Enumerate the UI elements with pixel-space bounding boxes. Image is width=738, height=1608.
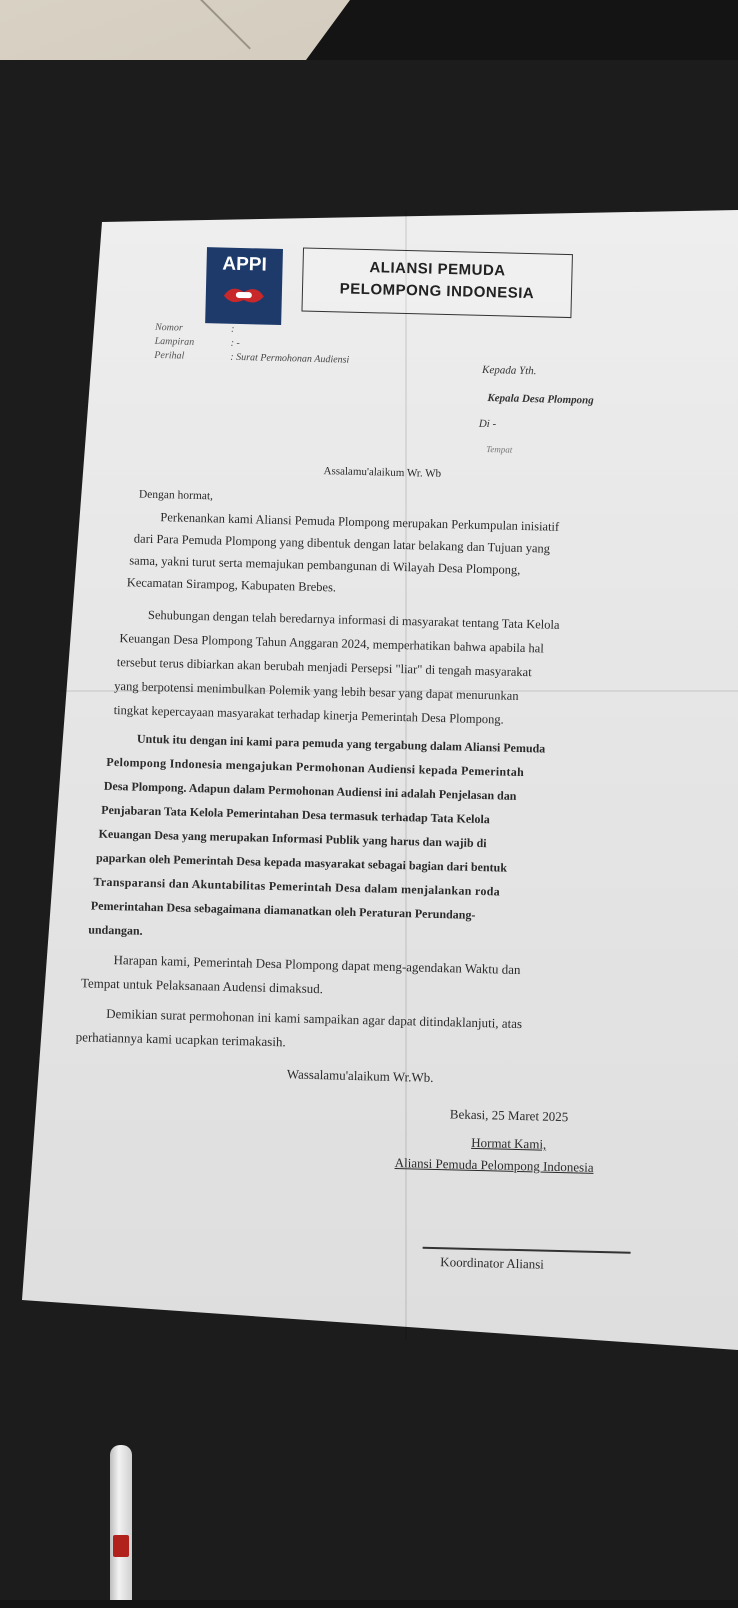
p1-line4: Kecamatan Sirampog, Kabupaten Brebes. — [126, 575, 337, 595]
address-di: Di - — [478, 417, 497, 431]
p3-line1: Untuk itu dengan ini kami para pemuda yang tergabung dalam Aliansi Pemuda — [136, 731, 546, 756]
nomor-label: Nomor — [154, 321, 183, 334]
handshake-icon — [222, 280, 267, 309]
signature-role: Koordinator Aliansi — [440, 1254, 545, 1272]
p4-line2: Tempat untuk Pelaksanaan Audensi dimaksud. — [80, 975, 324, 997]
p3-line4: Penjabaran Tata Kelola Pemerintahan Desa termasuk terhadap Tata Kelola — [101, 802, 490, 827]
signature-org: Aliansi Pemuda Pelompong Indonesia — [394, 1155, 594, 1175]
greeting: Assalamu'alaikum Wr. Wb — [323, 465, 442, 480]
p2-line3: tersebut terus dibiarkan akan berubah menjadi Persepsi "liar" di tengah masyarakat — [116, 655, 532, 680]
place-date: Bekasi, 25 Maret 2025 — [449, 1106, 569, 1125]
p4-line1: Harapan kami, Pemerintah Desa Plompong dapat meng-agendakan Waktu dan — [113, 952, 521, 978]
address-recipient: Kepala Desa Plompong — [487, 392, 594, 407]
org-name-line1: ALIANSI PEMUDA — [369, 259, 506, 280]
address-place: Tempat — [486, 444, 513, 455]
opening: Dengan hormat, — [138, 488, 214, 503]
p5-line2: perhatiannya kami ucapkan terimakasih. — [75, 1029, 286, 1050]
nomor-value: : — [230, 323, 235, 335]
p1-line3: sama, yakni turut serta memajukan pembangunan di Wilayah Desa Plompong, — [129, 553, 521, 577]
regards: Hormat Kami, — [471, 1134, 547, 1152]
p3-line2: Pelompong Indonesia mengajukan Permohonan Audiensi kepada Pemerintah — [106, 754, 525, 780]
organization-title-box — [301, 247, 572, 318]
p2-line1: Sehubungan dengan telah beredarnya informasi di masyarakat tentang Tata Kelola — [147, 607, 560, 632]
lampiran-value: : - — [230, 337, 240, 349]
address-to: Kepada Yth. — [481, 363, 537, 378]
lampiran-label: Lampiran — [154, 335, 195, 348]
appi-logo — [205, 247, 283, 325]
perihal-value: : Surat Permohonan Audiensi — [230, 351, 350, 366]
p3-line6: paparkan oleh Pemerintah Desa kepada masyarakat sebagai bagian dari bentuk — [95, 850, 508, 875]
p3-line3: Desa Plompong. Adapun dalam Permohonan Audiensi ini adalah Penjelasan dan — [103, 778, 517, 803]
p1-line1: Perkenankan kami Aliansi Pemuda Plompong merupakan Perkumpulan inisiatif — [160, 510, 560, 534]
p2-line4: yang berpotensi menimbulkan Polemik yang lebih besar yang dapat menurunkan — [114, 679, 519, 703]
logo-text: APPI — [222, 253, 268, 276]
p3-line9: undangan. — [88, 922, 143, 938]
p3-line7: Transparansi dan Akuntabilitas Pemerintah Desa dalam menjalankan roda — [93, 874, 501, 899]
org-name-line2: PELOMPONG INDONESIA — [339, 280, 535, 303]
perihal-label: Perihal — [154, 349, 185, 362]
pen-cap — [113, 1535, 129, 1557]
pen-object — [110, 1445, 132, 1600]
p3-line8: Pemerintahan Desa sebagaimana diamanatkan oleh Peraturan Perundang- — [90, 898, 476, 922]
p3-line5: Keuangan Desa yang merupakan Informasi Publik yang harus dan wajib di — [98, 826, 487, 851]
p2-line2: Keuangan Desa Plompong Tahun Anggaran 2024, memperhatikan bahwa apabila hal — [119, 631, 544, 656]
p1-line2: dari Para Pemuda Plompong yang dibentuk dengan latar belakang dan Tujuan yang — [133, 531, 551, 556]
p2-line5: tingkat kepercayaan masyarakat terhadap kinerja Pemerintah Desa Plompong. — [113, 703, 504, 727]
p5-line1: Demikian surat permohonan ini kami sampaikan agar dapat ditindaklanjuti, atas — [106, 1005, 523, 1032]
closing: Wassalamu'alaikum Wr.Wb. — [286, 1066, 434, 1085]
